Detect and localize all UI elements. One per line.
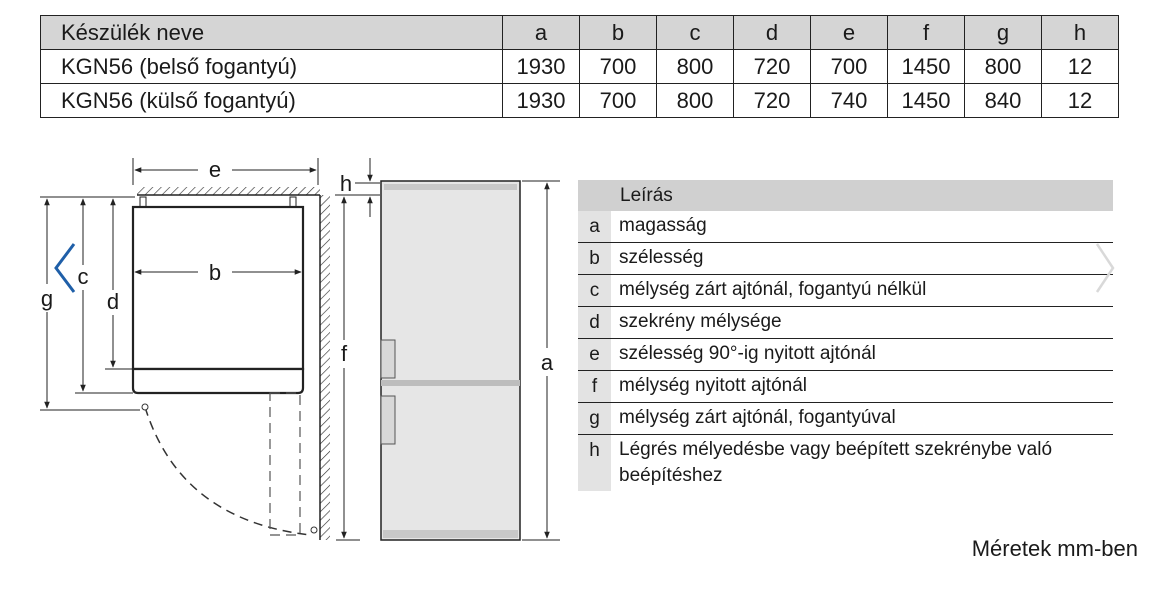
dimensions-table [40, 15, 1119, 118]
dim-label-b: b [208, 260, 222, 285]
header-cell: f [888, 16, 965, 50]
table-row [41, 84, 1119, 118]
table-cell: 1450 [888, 84, 965, 118]
table-cell: 700 [811, 50, 888, 84]
legend-key: d [578, 307, 611, 338]
legend-row [578, 435, 1113, 491]
header-cell: d [734, 16, 811, 50]
table-cell: 740 [811, 84, 888, 118]
legend-text: szekrény mélysége [619, 311, 782, 332]
legend-row [578, 371, 1113, 403]
legend-row [578, 211, 1113, 243]
lower-handle [381, 396, 395, 444]
header-cell: Készülék neve [41, 16, 503, 50]
legend-text: mélység zárt ajtónál, fogantyú nélkül [619, 279, 927, 300]
table-cell: KGN56 (külső fogantyú) [41, 84, 503, 118]
legend-row [578, 275, 1113, 307]
wall-side-hatch [320, 195, 330, 540]
legend-key: h [578, 435, 611, 491]
header-cell: b [580, 16, 657, 50]
header-cell: h [1042, 16, 1119, 50]
header-cell: e [811, 16, 888, 50]
header-cell: a [503, 16, 580, 50]
legend-text: Légrés mélyedésbe vagy beépített szekrénybe való beépítéshez [619, 439, 1053, 486]
table-row [41, 50, 1119, 84]
legend-key: c [578, 275, 611, 306]
dim-label-f: f [340, 341, 348, 366]
legend-text: mélység nyitott ajtónál [619, 375, 807, 396]
table-cell: 720 [734, 84, 811, 118]
table-cell: 720 [734, 50, 811, 84]
dimension-drawing [0, 150, 580, 570]
table-cell: 700 [580, 84, 657, 118]
units-note: Méretek mm-ben [971, 536, 1138, 561]
dim-label-c: c [77, 264, 89, 289]
table-cell: 800 [657, 50, 734, 84]
legend-key: e [578, 339, 611, 370]
legend-key: a [578, 211, 611, 242]
table-cell: 800 [657, 84, 734, 118]
door-top-view [133, 369, 303, 393]
header-cell: c [657, 16, 734, 50]
table-cell: KGN56 (belső fogantyú) [41, 50, 503, 84]
wall-top-hatch [137, 187, 320, 195]
table-cell: 800 [965, 50, 1042, 84]
dim-label-e: e [208, 157, 222, 182]
table-cell: 1450 [888, 50, 965, 84]
legend-row [578, 307, 1113, 339]
table-cell: 12 [1042, 84, 1119, 118]
legend-text: magasság [619, 215, 707, 236]
table-cell: 700 [580, 50, 657, 84]
dim-label-d: d [106, 289, 120, 314]
legend-key: f [578, 371, 611, 402]
table-header-row [41, 16, 1119, 50]
dim-label-h: h [339, 171, 353, 196]
dim-label-a: a [540, 350, 554, 375]
chevron-right-icon[interactable] [1093, 240, 1117, 296]
header-cell: g [965, 16, 1042, 50]
legend-text: mélység zárt ajtónál, fogantyúval [619, 407, 896, 428]
legend-row [578, 339, 1113, 371]
legend-text: szélesség 90°-ig nyitott ajtónál [619, 343, 876, 364]
dim-label-g: g [40, 286, 54, 311]
table-cell: 1930 [503, 50, 580, 84]
legend-row [578, 243, 1113, 275]
table-cell: 1930 [503, 84, 580, 118]
upper-handle [381, 340, 395, 378]
legend-key: b [578, 243, 611, 274]
legend-title: Leírás [578, 180, 1113, 211]
legend-text: szélesség [619, 247, 704, 268]
legend-table [578, 180, 1113, 491]
table-cell: 840 [965, 84, 1042, 118]
cabinet-top-view [133, 207, 303, 369]
legend-key: g [578, 403, 611, 434]
fridge-front-view [381, 181, 520, 540]
chevron-left-icon[interactable] [50, 240, 80, 296]
table-cell: 12 [1042, 50, 1119, 84]
legend-row [578, 403, 1113, 435]
